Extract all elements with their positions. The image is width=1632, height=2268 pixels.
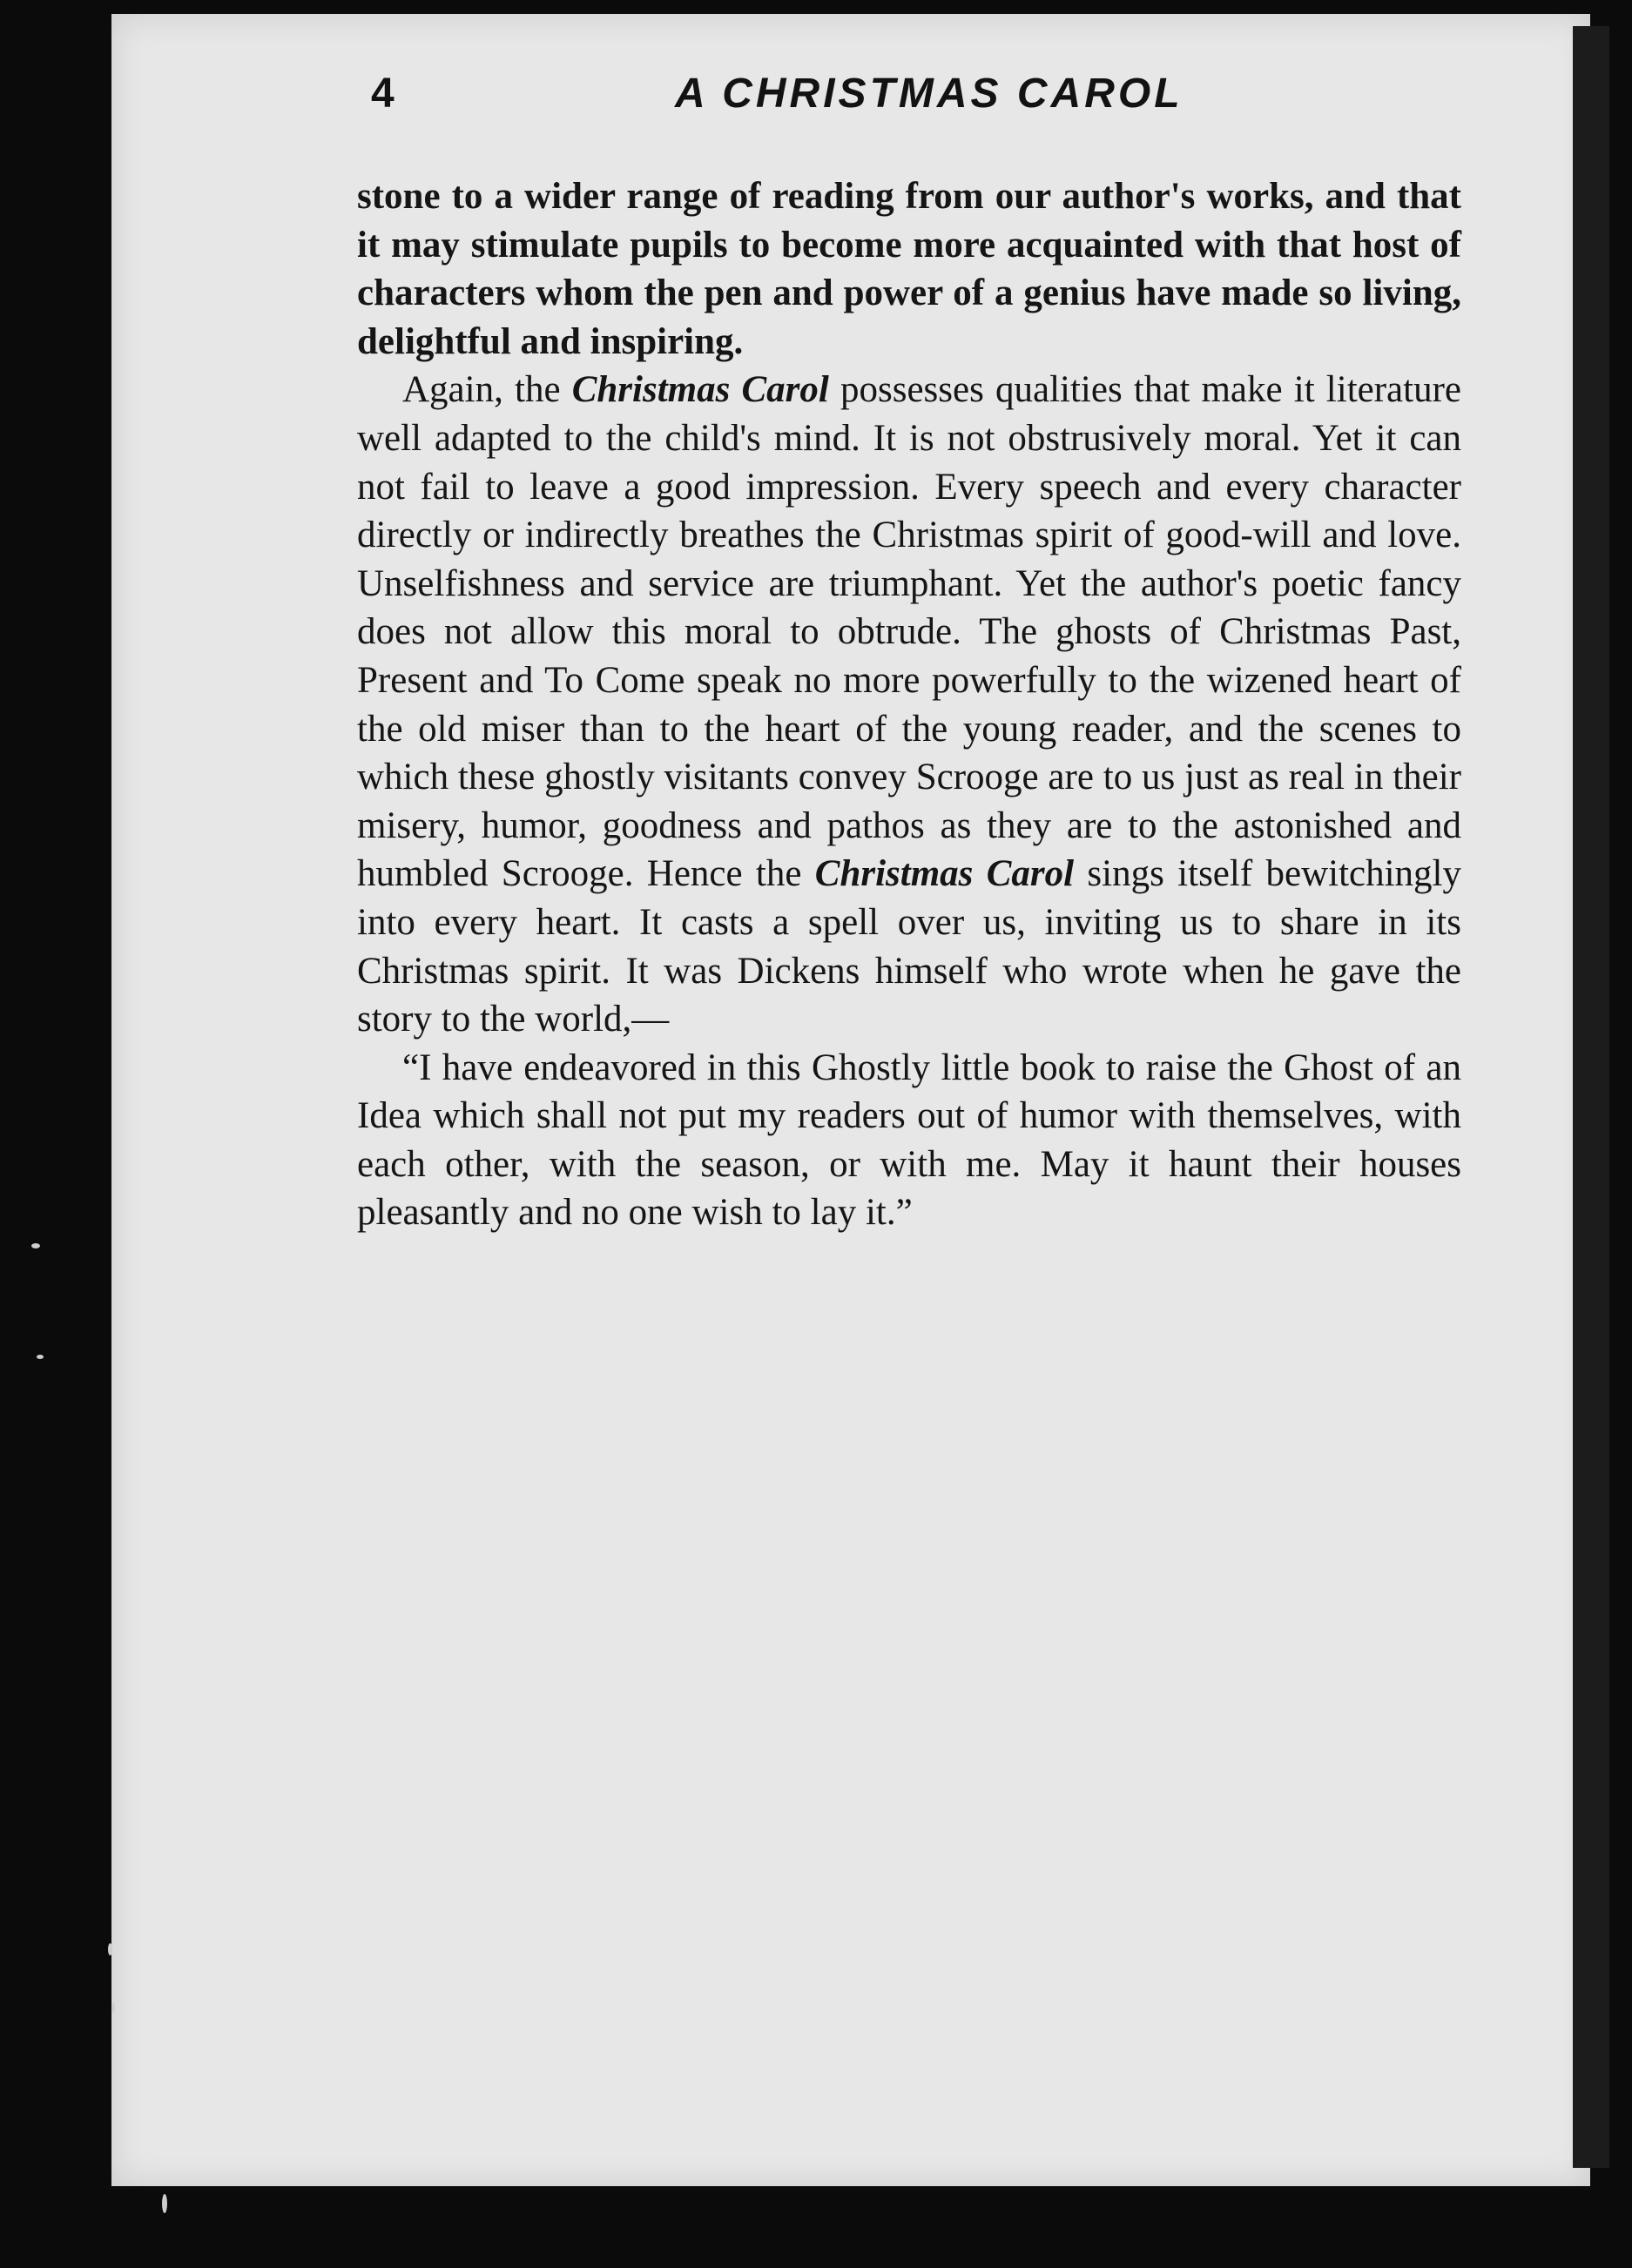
paragraph-3-quote [357,1044,1461,1237]
scan-speck [37,1355,44,1359]
paragraph-2-text-a: Again, the [402,369,572,411]
running-title: A CHRISTMAS CAROL [675,71,1184,117]
paragraph-1 [357,172,1461,366]
paragraph-2-text-c: sings itself bewitchingly into every heart. It casts a spell over us, inviting us to share in its Christmas spirit. It was Dickens himself who wrote when he gave the story to the world,— [357,853,1461,1040]
paragraph-3-text: “I have endeavored in this Ghostly little book to raise the Ghost of an Idea which shall not put my readers out of humor with themselves, with each other, with the season, or with me. May it haunt their houses pleasantly and no one wish to lay it.” [357,1047,1461,1234]
book-title-italic-1: Christmas Carol [571,369,829,411]
binding-shadow [1573,26,1609,2168]
body-text [357,172,1461,1237]
paragraph-2-text-b: possesses qualities that make it literature well adapted to the child's mind. It is not obstrusively moral. Yet it can not fail to leave a good impression. Every speech and every character directly or indirectly breathes the Christmas spirit of good-will and love. Unselfishness and service are triumphant. Yet the author's poetic fancy does not allow this moral to obtrude. The ghosts of Christmas Past, Present and To Come speak no more powerfully to the wizened heart of the old miser than to the heart of the young reader, and the scenes to which these ghostly visitants convey Scrooge are to us just as real in their misery, humor, goodness and pathos as they are to the astonished and humbled Scrooge. Hence the [357,369,1461,895]
scan-speck [162,2194,167,2213]
book-title-italic-2: Christmas Carol [814,853,1075,895]
book-page [111,14,1590,2186]
scan-speck [108,1943,112,1955]
page-number: 4 [371,71,396,117]
page-header [261,68,1461,129]
scan-speck [31,1243,40,1248]
paragraph-2 [357,366,1461,1043]
paragraph-1-text: stone to a wider range of reading from our author's works, and that it may stimulate pupils to become more acquainted with that host of characters whom the pen and power of a genius have made so living, delightful and inspiring. [357,176,1461,362]
scan-speck [111,2002,115,2013]
